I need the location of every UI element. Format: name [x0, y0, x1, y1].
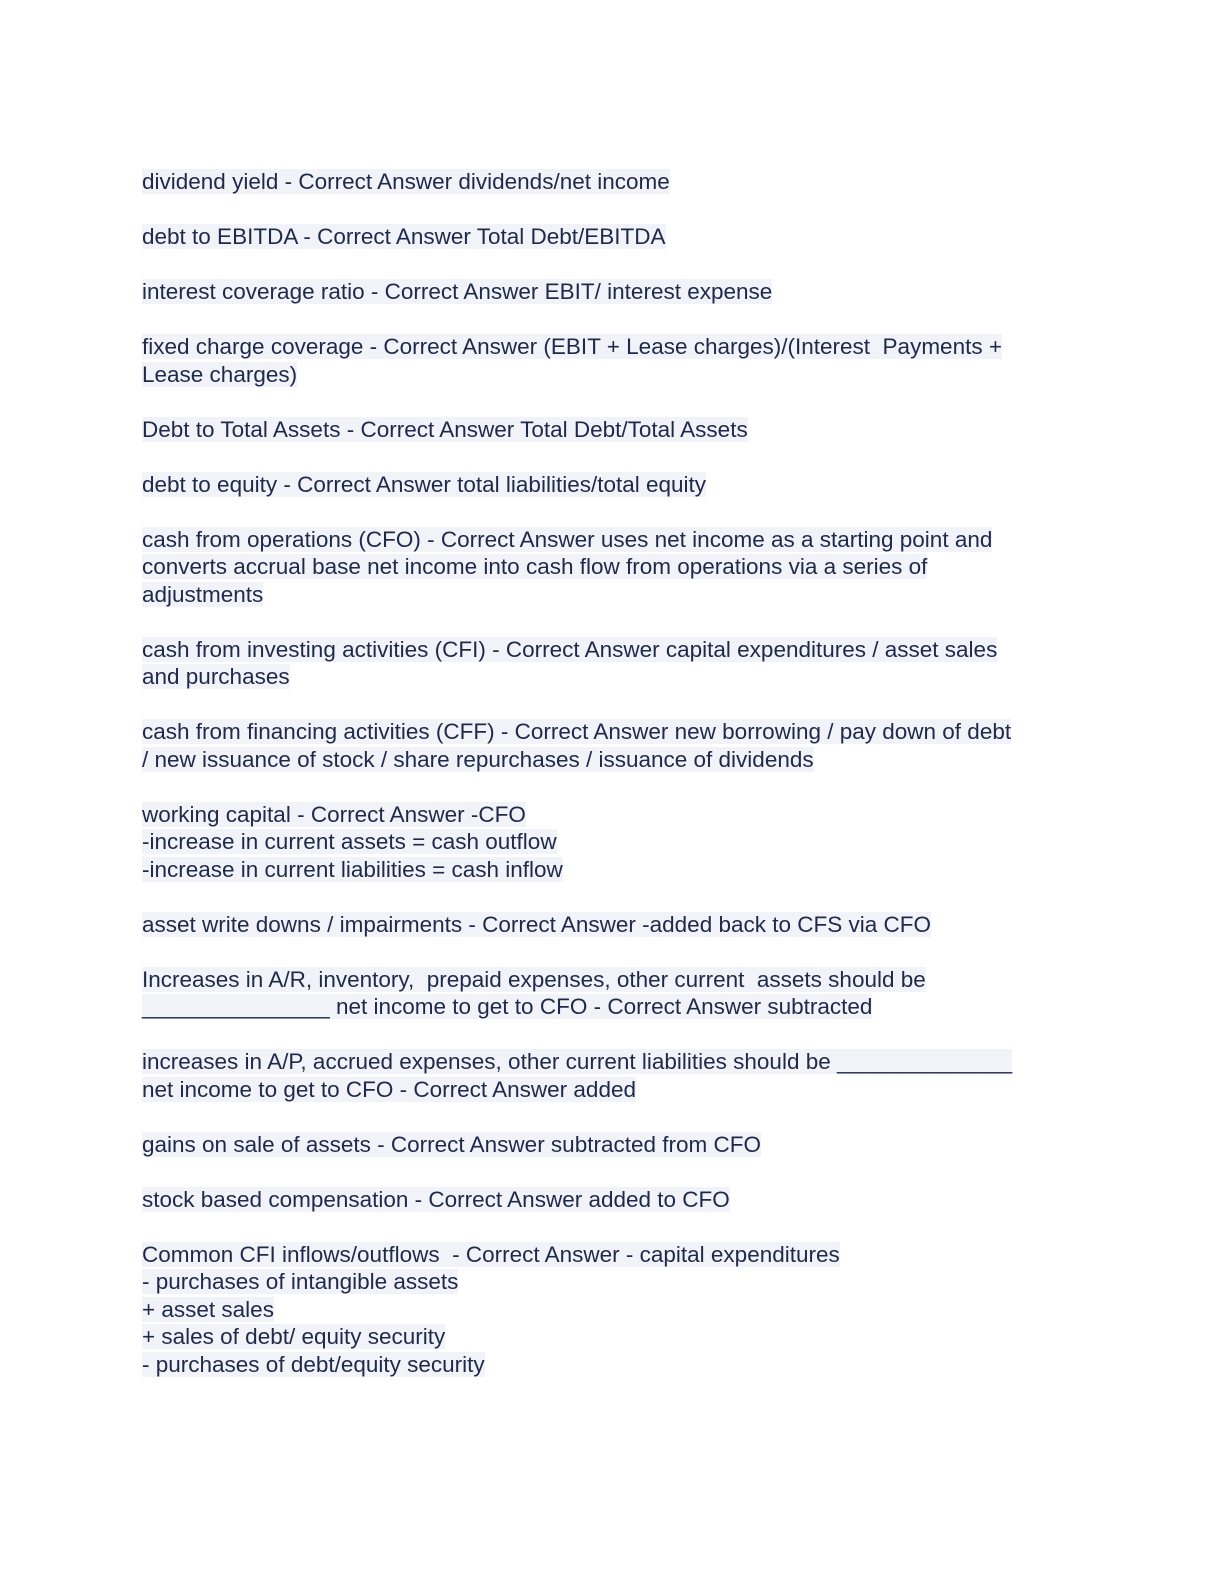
entry-line: debt to EBITDA - Correct Answer Total Debt/EBITDA	[142, 224, 666, 249]
entry-asset-write-downs	[142, 911, 1072, 939]
entry-increases-ar	[142, 966, 1072, 1021]
entry-line: Increases in A/R, inventory, prepaid expenses, other current assets should be	[142, 966, 926, 992]
entry-line: dividend yield - Correct Answer dividends/net income	[142, 169, 670, 194]
entry-line: and purchases	[142, 664, 290, 689]
entry-line: cash from operations (CFO) - Correct Answer uses net income as a starting point and	[142, 526, 993, 552]
entry-common-cfi	[142, 1241, 1072, 1379]
entry-line: adjustments	[142, 581, 264, 607]
entry-interest-coverage	[142, 278, 1072, 306]
entry-stock-based-comp	[142, 1186, 1072, 1214]
entry-cfi	[142, 636, 1072, 691]
entry-debt-to-ebitda	[142, 223, 1072, 251]
entry-line: working capital - Correct Answer -CFO	[142, 801, 526, 827]
entry-line: stock based compensation - Correct Answer added to CFO	[142, 1186, 730, 1212]
entry-line: cash from investing activities (CFI) - Correct Answer capital expenditures / asset sales	[142, 636, 998, 662]
entry-line: + asset sales	[142, 1296, 274, 1322]
entry-line: Lease charges)	[142, 361, 298, 387]
entry-line: -increase in current assets = cash outflow	[142, 829, 557, 854]
entry-line: / new issuance of stock / share repurchases / issuance of dividends	[142, 746, 814, 772]
entry-cff	[142, 718, 1072, 773]
entry-line: debt to equity - Correct Answer total liabilities/total equity	[142, 471, 707, 497]
entry-cfo	[142, 526, 1072, 609]
entry-line: - purchases of intangible assets	[142, 1269, 459, 1294]
entry-gains-on-sale	[142, 1131, 1072, 1159]
entry-fixed-charge-coverage	[142, 333, 1072, 388]
entry-line: Debt to Total Assets - Correct Answer Total Debt/Total Assets	[142, 416, 748, 442]
entry-line: net income to get to CFO - Correct Answer added	[142, 1076, 636, 1102]
flashcard-list	[142, 168, 1072, 1406]
entry-line: -increase in current liabilities = cash inflow	[142, 856, 563, 882]
entry-working-capital	[142, 801, 1072, 884]
entry-line: - purchases of debt/equity security	[142, 1351, 485, 1377]
entry-increases-ap	[142, 1048, 1072, 1103]
entry-line: cash from financing activities (CFF) - Correct Answer new borrowing / pay down of debt	[142, 719, 1012, 744]
entry-debt-to-equity	[142, 471, 1072, 499]
entry-line: + sales of debt/ equity security	[142, 1324, 446, 1349]
entry-dividend-yield	[142, 168, 1072, 196]
entry-line: fixed charge coverage - Correct Answer (EBIT + Lease charges)/(Interest Payments +	[142, 334, 1002, 359]
entry-line: converts accrual base net income into cash flow from operations via a series of	[142, 554, 928, 579]
entry-line: gains on sale of assets - Correct Answer subtracted from CFO	[142, 1131, 761, 1157]
entry-line: asset write downs / impairments - Correct Answer -added back to CFS via CFO	[142, 911, 932, 937]
entry-line: _______________ net income to get to CFO - Correct Answer subtracted	[142, 994, 873, 1019]
entry-line: interest coverage ratio - Correct Answer EBIT/ interest expense	[142, 279, 773, 304]
entry-line: increases in A/P, accrued expenses, other current liabilities should be ______________	[142, 1049, 1013, 1074]
entry-debt-to-total-assets	[142, 416, 1072, 444]
entry-line: Common CFI inflows/outflows - Correct Answer - capital expenditures	[142, 1241, 840, 1267]
